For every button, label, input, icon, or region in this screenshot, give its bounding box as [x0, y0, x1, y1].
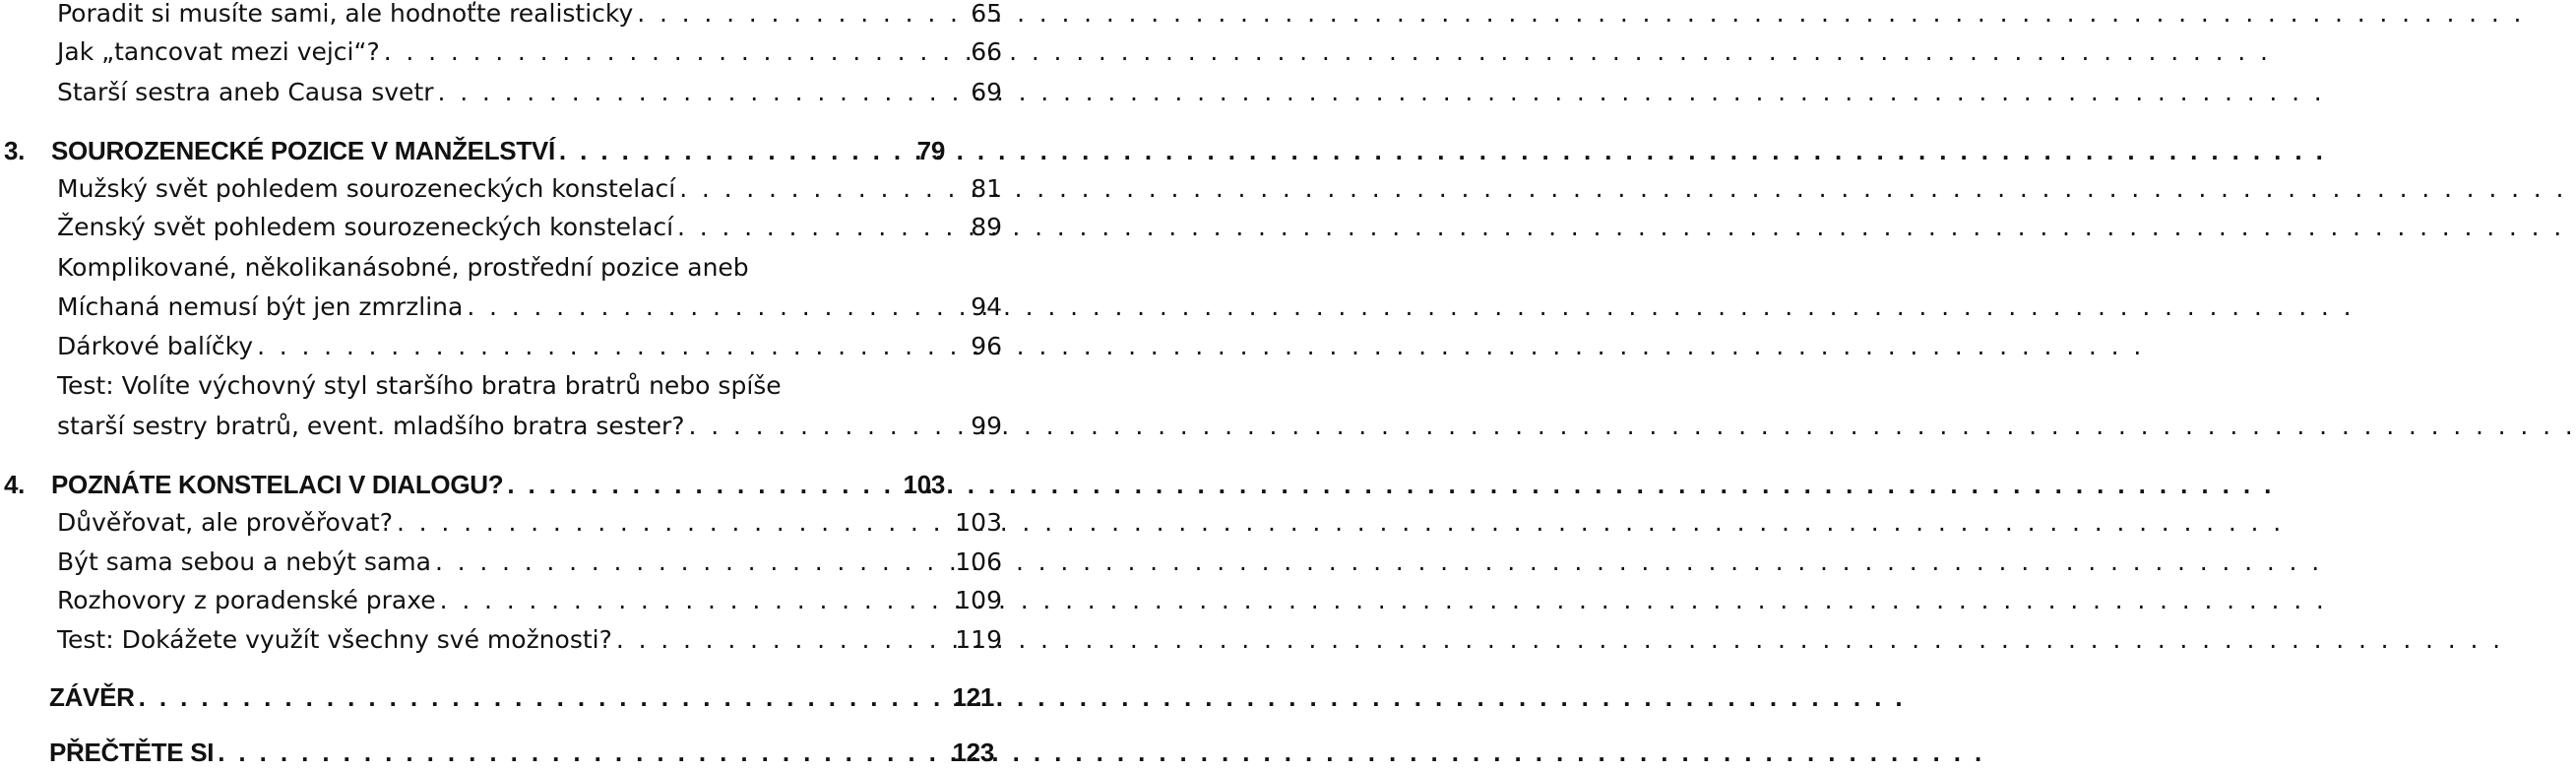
- dot-leader: [253, 327, 965, 366]
- toc-entry: [0, 503, 1002, 543]
- chapter-title: ZÁVĚR: [49, 682, 135, 712]
- entry-title: Míchaná nemusí být jen zmrzlina: [57, 292, 464, 321]
- dot-leader: [463, 288, 965, 327]
- entry-title: Starší sestra aneb Causa svetr: [57, 78, 434, 106]
- table-of-contents: [0, 0, 1002, 767]
- page-number: 79: [916, 136, 945, 165]
- entry-title: starší sestry bratrů, event. mladšího bratra sester?: [57, 412, 685, 440]
- page-number: 109: [955, 586, 1002, 614]
- dot-leader: [675, 169, 965, 209]
- dot-leader: [214, 733, 946, 772]
- dot-leader: [135, 677, 947, 717]
- entry-title: Důvěřovat, ale prověřovat?: [57, 508, 393, 537]
- dot-leader: [633, 0, 965, 33]
- page-number: 119: [955, 625, 1002, 654]
- toc-entry: [0, 620, 1002, 660]
- chapter-number: 4.: [4, 470, 26, 499]
- page-number: 65: [971, 0, 1002, 28]
- toc-entry: [0, 73, 1002, 112]
- entry-title: Mužský svět pohledem sourozeneckých konstelací: [57, 174, 676, 203]
- entry-title: Jak „tancovat mezi vejci“?: [57, 37, 380, 66]
- page-number: 123: [952, 738, 994, 767]
- entry-title: Rozhovory z poradenské praxe: [57, 586, 436, 614]
- toc-entry: [0, 581, 1002, 620]
- page-number: 69: [971, 78, 1002, 106]
- toc-entry: [0, 0, 1002, 33]
- dot-leader: [612, 620, 949, 660]
- entry-title: Test: Dokážete využít všechny své možnosti?: [57, 625, 612, 654]
- page-number: 103: [903, 470, 945, 499]
- entry-title: Poradit si musíte sami, ale hodnoťte realisticky: [57, 0, 634, 28]
- entry-title-line: Test: Volíte výchovný styl staršího bratra bratrů nebo spíše: [57, 371, 782, 400]
- chapter-title: SOUROZENECKÉ POZICE V MANŽELSTVÍ: [51, 136, 555, 165]
- dot-leader: [393, 503, 949, 543]
- toc-entry: [0, 288, 1002, 327]
- dot-leader: [673, 208, 965, 247]
- page-number: 99: [971, 412, 1002, 440]
- toc-entry: [0, 327, 1002, 366]
- toc-entry: [0, 208, 1002, 247]
- dot-leader: [685, 407, 966, 446]
- toc-chapter: [0, 733, 994, 772]
- entry-title: Dárkové balíčky: [57, 332, 254, 360]
- dot-leader: [380, 32, 965, 72]
- toc-chapter: [0, 677, 994, 717]
- toc-entry: [0, 169, 1002, 209]
- dot-leader: [431, 543, 949, 582]
- dot-leader: [436, 581, 950, 620]
- entry-title: Být sama sebou a nebýt sama: [57, 547, 431, 576]
- chapter-number: 3.: [4, 136, 26, 165]
- toc-chapter: [0, 465, 945, 504]
- page-number: 81: [971, 174, 1002, 203]
- page-number: 121: [952, 682, 994, 712]
- toc-entry: [0, 32, 1002, 72]
- page-number: 96: [971, 332, 1002, 360]
- dot-leader: [503, 465, 897, 504]
- chapter-title: PŘEČTĚTE SI: [49, 738, 215, 767]
- page-number: 103: [955, 508, 1002, 537]
- page-number: 66: [971, 37, 1002, 66]
- page-number: 106: [955, 547, 1002, 576]
- toc-entry: [0, 543, 1002, 582]
- entry-title-line: Komplikované, několikanásobné, prostřední pozice aneb: [57, 253, 749, 282]
- entry-title: Ženský svět pohledem sourozeneckých konstelací: [57, 213, 674, 241]
- page-number: 94: [971, 292, 1002, 321]
- dot-leader: [434, 73, 966, 112]
- toc-chapter: [0, 131, 945, 170]
- page-number: 89: [971, 213, 1002, 241]
- toc-entry: [0, 407, 1002, 446]
- dot-leader: [555, 131, 911, 170]
- chapter-title: POZNÁTE KONSTELACI V DIALOGU?: [51, 470, 504, 499]
